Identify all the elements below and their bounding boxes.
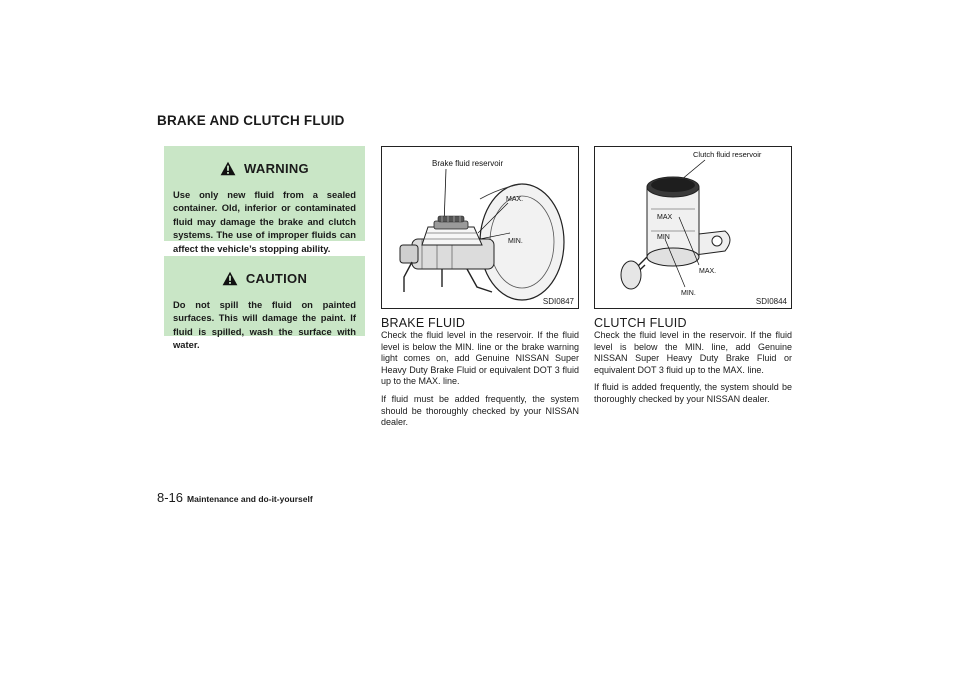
warning-label: WARNING xyxy=(244,160,309,176)
clutch-body-min: MIN xyxy=(657,234,670,241)
clutch-reservoir-title: Clutch fluid reservoir xyxy=(693,150,762,159)
clutch-fluid-paragraph-2: If fluid is added frequently, the system should be thoroughly checked by your NISSAN dealer. xyxy=(594,382,792,404)
caution-header xyxy=(173,264,356,292)
caution-label: CAUTION xyxy=(245,270,308,286)
warning-box xyxy=(164,146,365,254)
clutch-reservoir-illustration xyxy=(595,147,792,309)
footer-section-name: Maintenance and do-it-yourself xyxy=(187,494,313,504)
caution-box xyxy=(164,256,365,351)
brake-reservoir-illustration xyxy=(382,147,579,309)
clutch-min-label: MIN. xyxy=(681,290,696,297)
brake-figure-code: SDI0847 xyxy=(542,297,574,306)
clutch-figure-code: SDI0844 xyxy=(755,297,787,306)
brake-fluid-paragraph-2: If fluid must be added frequently, the system should be thoroughly checked by your NISSAN dealer. xyxy=(381,394,579,428)
warning-header xyxy=(173,154,356,182)
clutch-body-max: MAX xyxy=(657,214,673,221)
page-number: 8-16 xyxy=(157,490,184,505)
warning-text: Use only new fluid from a sealed container. Old, inferior or contaminated fluid may damage the brake and clutch systems. The use of improper fluids can affect the vehicle’s stopping ability. xyxy=(173,189,356,254)
warning-triangle-icon xyxy=(220,161,236,176)
brake-max-label: MAX. xyxy=(506,196,524,203)
clutch-fluid-reservoir-figure xyxy=(594,146,792,309)
clutch-fluid-heading: CLUTCH FLUID xyxy=(594,316,687,330)
brake-min-label: MIN. xyxy=(508,238,523,245)
brake-fluid-reservoir-figure xyxy=(381,146,579,309)
caution-triangle-icon xyxy=(222,271,238,286)
section-title: BRAKE AND CLUTCH FLUID xyxy=(157,113,345,128)
clutch-max-label: MAX. xyxy=(699,268,717,275)
brake-reservoir-title: Brake fluid reservoir xyxy=(432,159,504,168)
clutch-fluid-paragraph-1: Check the fluid level in the reservoir. If the fluid level is below the MIN. line, add Genuine NISSAN Super Heavy Duty Brake Fluid or equivalent DOT 3 fluid up to the MAX. line. xyxy=(594,330,792,375)
page-footer xyxy=(157,490,313,505)
brake-fluid-paragraph-1: Check the fluid level in the reservoir. If the fluid level is below the MIN. line or the brake warning light comes on, add Genuine NISSAN Super Heavy Duty Brake Fluid or equivalent DOT 3 fluid up to the MAX. line. xyxy=(381,330,579,387)
caution-text: Do not spill the fluid on painted surfaces. This will damage the paint. If fluid is spilled, wash the surface with water. xyxy=(173,299,356,351)
brake-fluid-heading: BRAKE FLUID xyxy=(381,316,466,330)
